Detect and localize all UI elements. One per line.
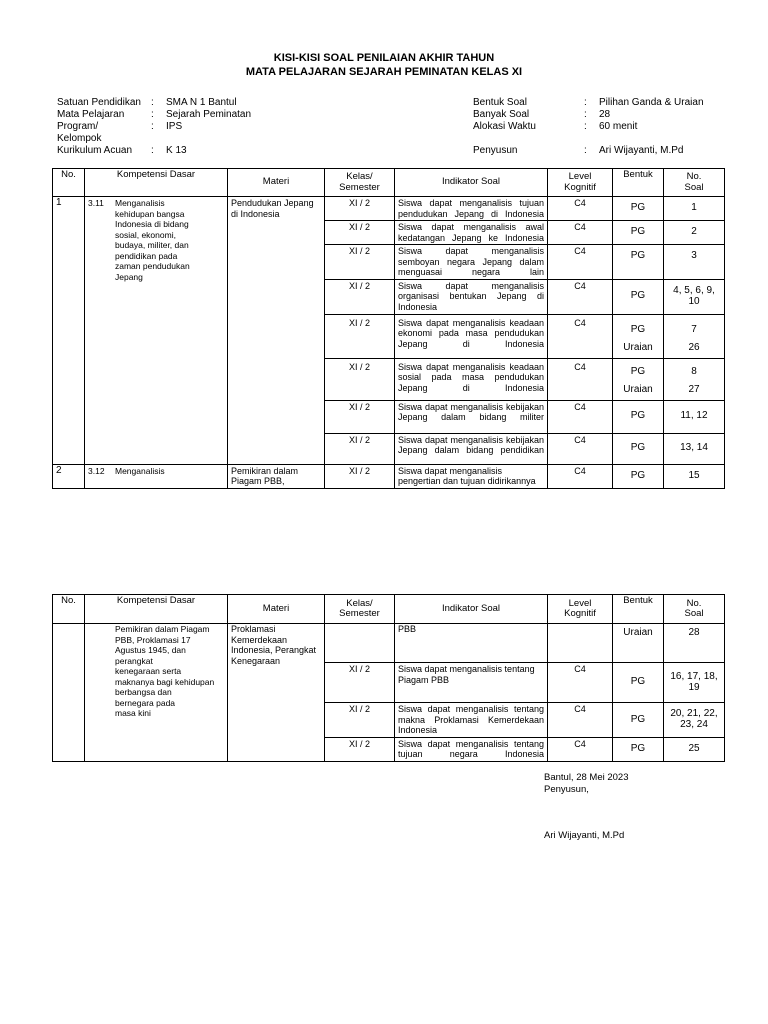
- meta-label: Kurikulum Acuan: [57, 145, 133, 156]
- level-kognitif: C4: [548, 197, 613, 221]
- table-row: [53, 624, 725, 663]
- meta-colon: :: [151, 145, 154, 156]
- header-no-soal: No. Soal: [664, 595, 725, 624]
- meta-label: Penyusun: [473, 145, 518, 156]
- kelas-semester: XI / 2: [325, 279, 395, 314]
- kelas-semester: XI / 2: [325, 221, 395, 245]
- indikator-soal: Siswa dapat menganalisis semboyan negara Jepang dalam menguasai negara lain: [395, 245, 548, 280]
- level-kognitif: C4: [548, 433, 613, 464]
- bentuk-soal: PG: [613, 400, 664, 433]
- nomor-soal: 11, 12: [664, 400, 725, 433]
- kelas-semester: XI / 2: [325, 464, 395, 488]
- header-materi: Materi: [228, 169, 325, 197]
- row-no: [53, 624, 85, 762]
- level-kognitif: [548, 624, 613, 663]
- kelas-semester: XI / 2: [325, 245, 395, 280]
- kelas-semester: [325, 624, 395, 663]
- kelas-semester: XI / 2: [325, 400, 395, 433]
- bentuk-soal: Uraian: [613, 624, 664, 663]
- bentuk-soal: PG: [613, 221, 664, 245]
- meta-colon: :: [584, 145, 587, 156]
- indikator-soal: Siswa dapat menganalisis tujuan pendudukan Jepang di Indonesia: [395, 197, 548, 221]
- nomor-soal: 4, 5, 6, 9, 10: [664, 279, 725, 314]
- meta-value: Ari Wijayanti, M.Pd: [599, 145, 684, 156]
- indikator-soal: Siswa dapat menganalisis organisasi bentukan Jepang di Indonesia: [395, 279, 548, 314]
- indikator-soal: Siswa dapat menganalisis tentang makna Proklamasi Kemerdekaan Indonesia: [395, 703, 548, 738]
- kd-code: 3.11: [88, 198, 104, 208]
- header-bentuk: Bentuk: [613, 595, 664, 624]
- meta-left: [57, 97, 252, 157]
- kisi-table-page2: [52, 594, 725, 762]
- bentuk-soal: PG: [613, 464, 664, 488]
- header-no: No.: [53, 595, 85, 624]
- bentuk-soal: PG: [613, 279, 664, 314]
- header-materi: Materi: [228, 595, 325, 624]
- bentuk-soal: PG: [613, 703, 664, 738]
- kompetensi-dasar: Pemikiran dalam Piagam PBB, Proklamasi 17 Agustus 1945, dan perangkat kenegaraan serta maknanya bagi kehidupan berbangsa dan bernegara pada masa kini: [85, 624, 228, 762]
- meta-colon: :: [584, 121, 587, 132]
- document-subtitle: MATA PELAJARAN SEJARAH PEMINATAN KELAS XI: [245, 66, 523, 78]
- indikator-soal: Siswa dapat menganalisis kebijakan Jepang dalam bidang pendidikan: [395, 433, 548, 464]
- header-bentuk: Bentuk: [613, 169, 664, 197]
- meta-value: IPS: [166, 121, 183, 132]
- nomor-soal: 28: [664, 624, 725, 663]
- header-kd: Kompetensi Dasar: [85, 595, 228, 624]
- nomor-soal: 3: [664, 245, 725, 280]
- meta-label: Kelompok: [57, 133, 102, 144]
- header-no-soal: No. Soal: [664, 169, 725, 197]
- kompetensi-dasar: 3.12 Menganalisis: [85, 464, 228, 488]
- meta-value: 60 menit: [599, 121, 638, 132]
- level-kognitif: C4: [548, 314, 613, 358]
- bentuk-soal: PG: [613, 245, 664, 280]
- kelas-semester: XI / 2: [325, 197, 395, 221]
- kelas-semester: XI / 2: [325, 703, 395, 738]
- meta-value: K 13: [166, 145, 187, 156]
- meta-label: Mata Pelajaran: [57, 109, 125, 120]
- signature-role: Penyusun,: [544, 784, 589, 795]
- meta-colon: :: [584, 97, 587, 108]
- nomor-soal: 13, 14: [664, 433, 725, 464]
- indikator-soal: Siswa dapat menganalisis keadaan sosial pada masa pendudukan Jepang di Indonesia: [395, 358, 548, 400]
- level-kognitif: C4: [548, 245, 613, 280]
- bentuk-soal: PG Uraian: [613, 314, 664, 358]
- kelas-semester: XI / 2: [325, 358, 395, 400]
- meta-value: Pilihan Ganda & Uraian: [599, 97, 704, 108]
- level-kognitif: C4: [548, 663, 613, 703]
- row-no: 1: [53, 197, 85, 465]
- level-kognitif: C4: [548, 464, 613, 488]
- kisi-table-page1: [52, 168, 725, 489]
- indikator-soal: Siswa dapat menganalisis awal kedatangan Jepang ke Indonesia: [395, 221, 548, 245]
- kelas-semester: XI / 2: [325, 663, 395, 703]
- header-indikator: Indikator Soal: [395, 595, 548, 624]
- row-no: 2: [53, 464, 85, 488]
- kelas-semester: XI / 2: [325, 314, 395, 358]
- meta-label: Bentuk Soal: [473, 97, 527, 108]
- meta-label: Program/: [57, 121, 99, 132]
- indikator-soal: Siswa dapat menganalisis tentang Piagam PBB: [395, 663, 548, 703]
- signature-place-date: Bantul, 28 Mei 2023: [544, 772, 629, 783]
- level-kognitif: C4: [548, 703, 613, 738]
- header-no: No.: [53, 169, 85, 197]
- nomor-soal: 20, 21, 22, 23, 24: [664, 703, 725, 738]
- header-indikator: Indikator Soal: [395, 169, 548, 197]
- nomor-soal: 7 26: [664, 314, 725, 358]
- kelas-semester: XI / 2: [325, 737, 395, 761]
- level-kognitif: C4: [548, 737, 613, 761]
- header-kelas: Kelas/ Semester: [325, 169, 395, 197]
- meta-colon: :: [151, 97, 154, 108]
- indikator-soal: Siswa dapat menganalisis keadaan ekonomi pada masa pendudukan Jepang di Indonesia: [395, 314, 548, 358]
- signature-name: Ari Wijayanti, M.Pd: [544, 830, 625, 841]
- nomor-soal: 15: [664, 464, 725, 488]
- table-row: [53, 464, 725, 488]
- nomor-soal: 16, 17, 18, 19: [664, 663, 725, 703]
- materi: Pemikiran dalam Piagam PBB,: [228, 464, 325, 488]
- indikator-soal: Siswa dapat menganalisis tentang tujuan negara Indonesia: [395, 737, 548, 761]
- document-title: KISI-KISI SOAL PENILAIAN AKHIR TAHUN: [273, 52, 495, 64]
- header-row: [53, 595, 725, 624]
- bentuk-soal: PG: [613, 433, 664, 464]
- header-kelas: Kelas/ Semester: [325, 595, 395, 624]
- meta-label: Banyak Soal: [473, 109, 530, 120]
- kompetensi-dasar: 3.11 Menganalisis kehidupan bangsa Indonesia di bidang sosial, ekonomi, budaya, militer, dan pendidikan pada zaman pendudukan Jepang: [85, 197, 228, 465]
- materi: Proklamasi Kemerdekaan Indonesia, Perangkat Kenegaraan: [228, 624, 325, 762]
- nomor-soal: 8 27: [664, 358, 725, 400]
- kelas-semester: XI / 2: [325, 433, 395, 464]
- nomor-soal: 2: [664, 221, 725, 245]
- meta-colon: :: [151, 121, 154, 132]
- header-level: Level Kognitif: [548, 595, 613, 624]
- bentuk-soal: PG: [613, 197, 664, 221]
- meta-value: 28: [599, 109, 611, 120]
- header-row: [53, 169, 725, 197]
- meta-value: SMA N 1 Bantul: [166, 97, 237, 108]
- table-row: [53, 197, 725, 221]
- materi: Pendudukan Jepang di Indonesia: [228, 197, 325, 465]
- bentuk-soal: PG Uraian: [613, 358, 664, 400]
- level-kognitif: C4: [548, 221, 613, 245]
- meta-right: [473, 97, 704, 157]
- meta-colon: :: [584, 109, 587, 120]
- meta-colon: :: [151, 109, 154, 120]
- indikator-soal: PBB: [395, 624, 548, 663]
- indikator-soal: Siswa dapat menganalisis pengertian dan tujuan didirikannya: [395, 464, 548, 488]
- level-kognitif: C4: [548, 279, 613, 314]
- bentuk-soal: PG: [613, 737, 664, 761]
- meta-value: Sejarah Peminatan: [166, 109, 252, 120]
- bentuk-soal: PG: [613, 663, 664, 703]
- meta-label: Alokasi Waktu: [473, 121, 536, 132]
- header-level: Level Kognitif: [548, 169, 613, 197]
- header-kd: Kompetensi Dasar: [85, 169, 228, 197]
- meta-label: Satuan Pendidikan: [57, 97, 141, 108]
- indikator-soal: Siswa dapat menganalisis kebijakan Jepang dalam bidang militer: [395, 400, 548, 433]
- kd-code: 3.12: [88, 465, 105, 476]
- nomor-soal: 1: [664, 197, 725, 221]
- level-kognitif: C4: [548, 358, 613, 400]
- signature-block: [544, 772, 629, 842]
- nomor-soal: 25: [664, 737, 725, 761]
- level-kognitif: C4: [548, 400, 613, 433]
